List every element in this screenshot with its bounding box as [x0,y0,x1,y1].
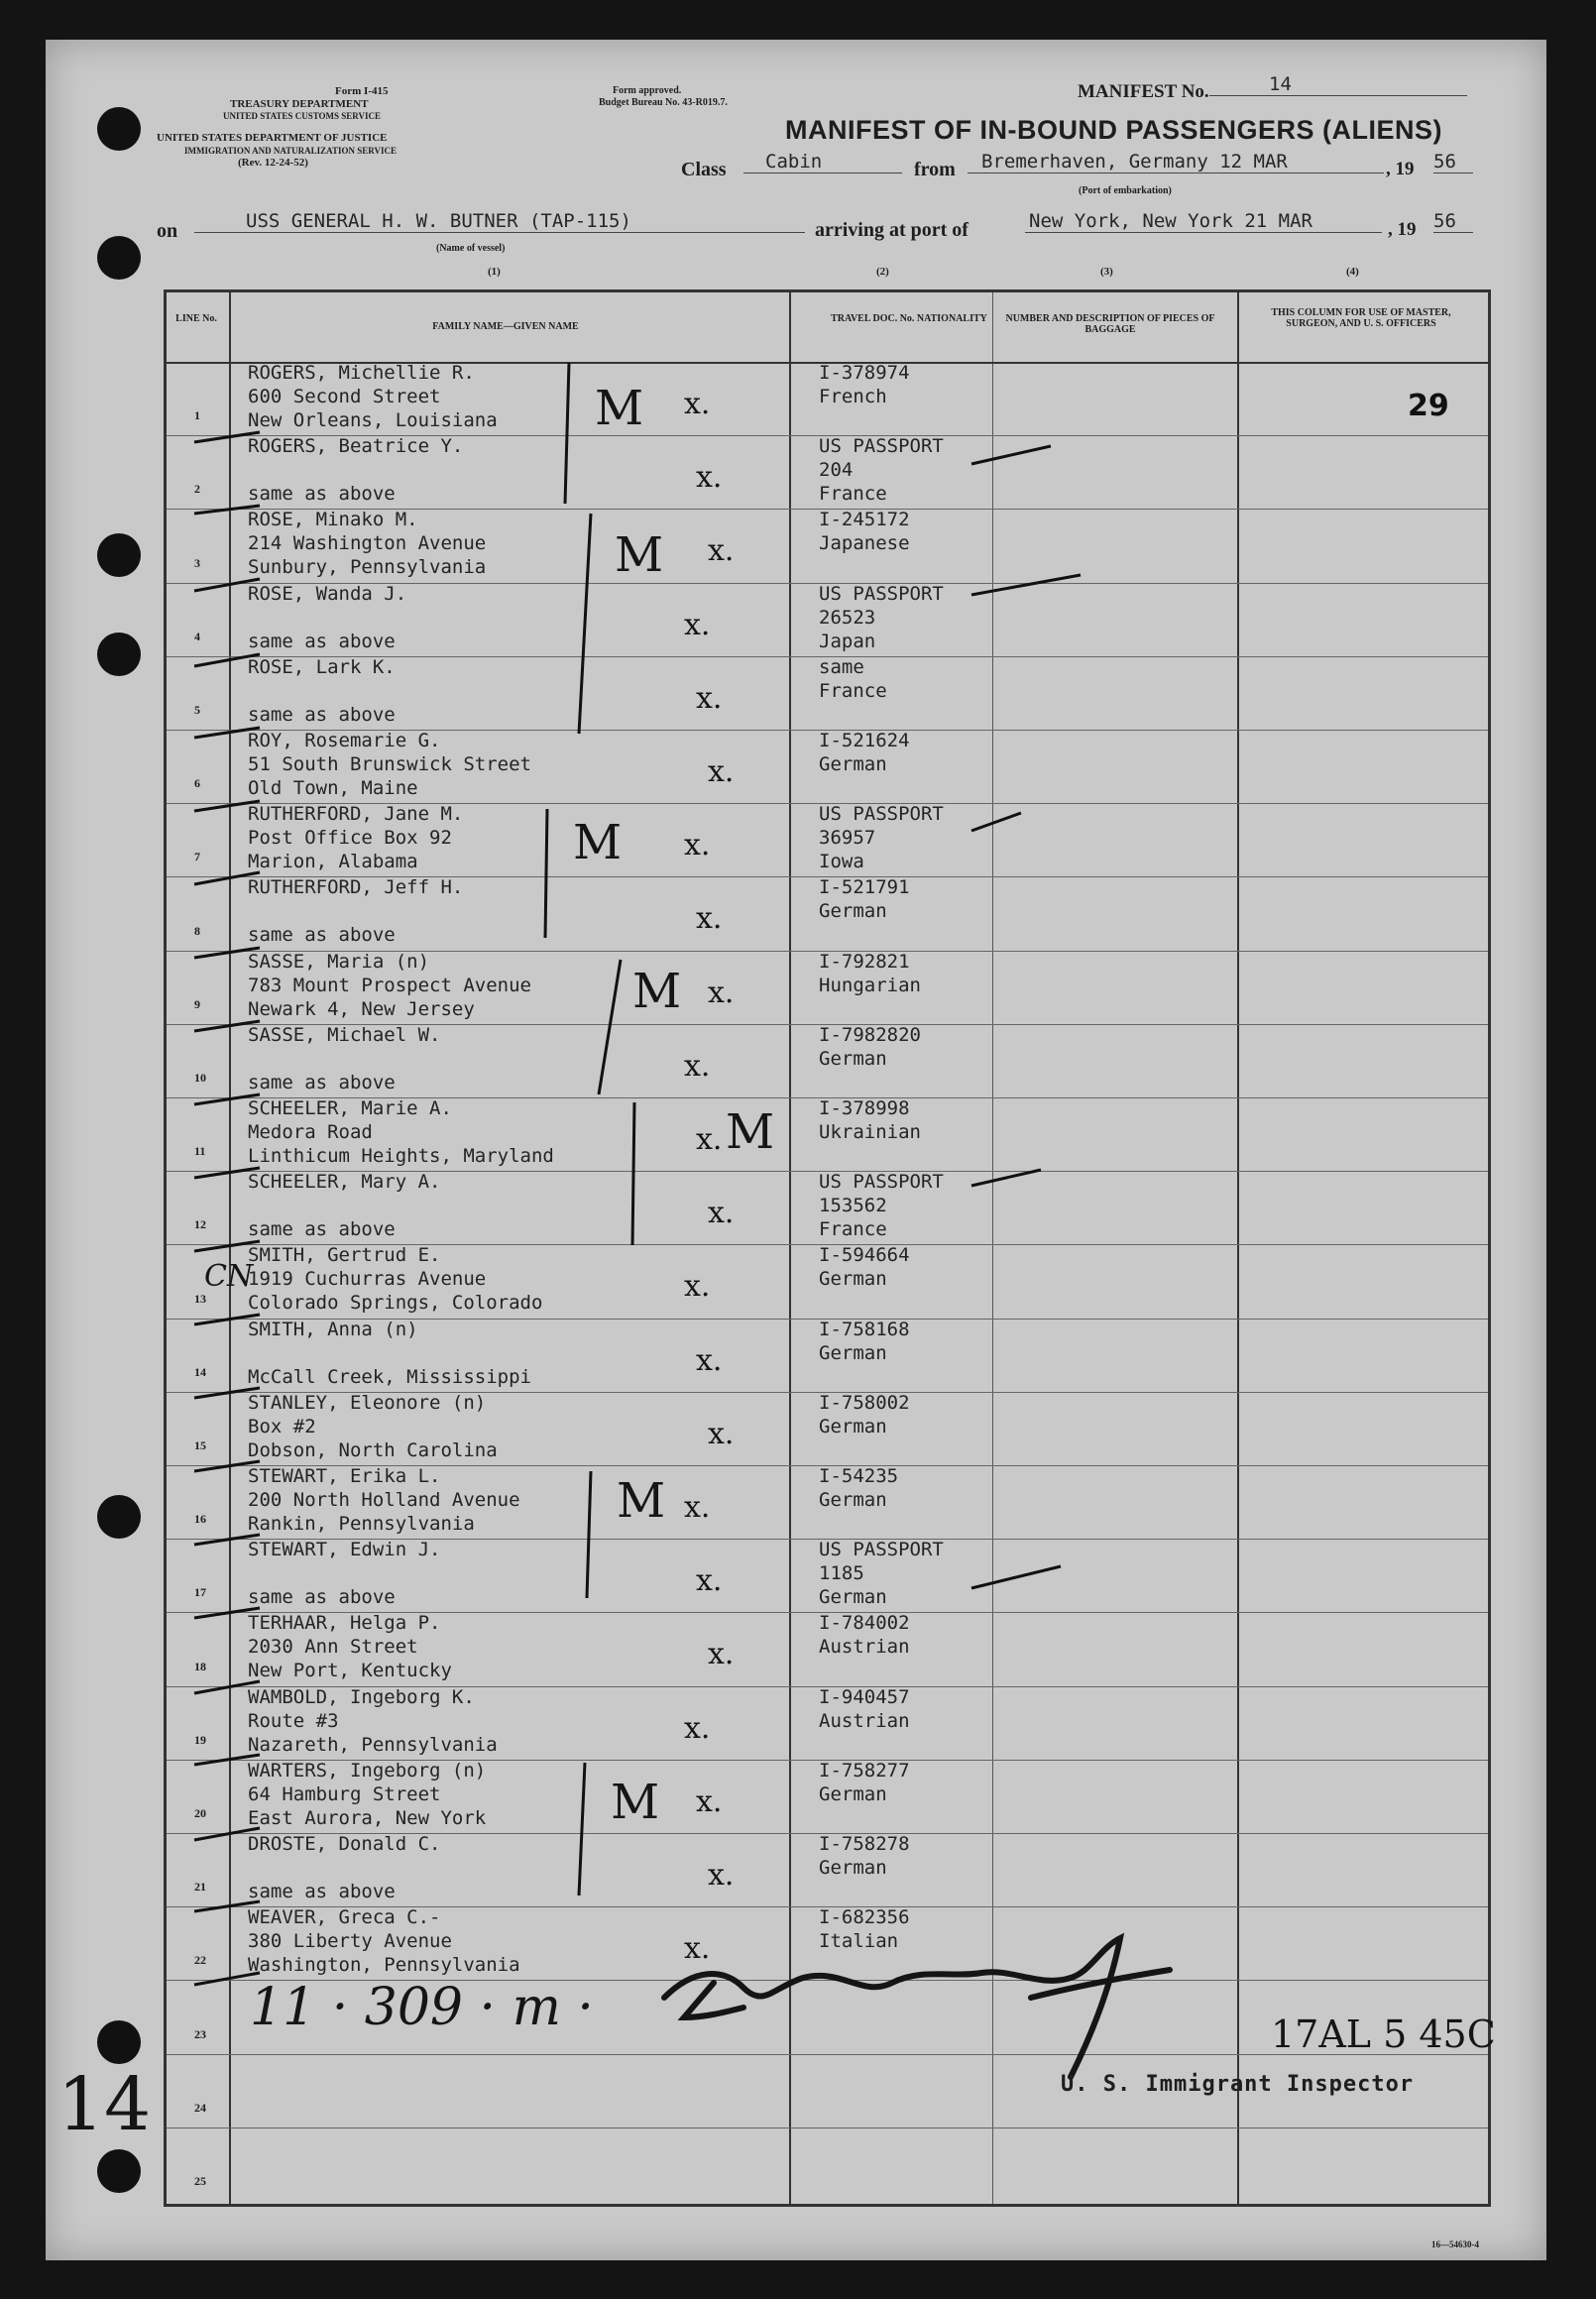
check-mark: x. [708,754,735,789]
nationality: German [819,900,887,923]
col-num-2: (2) [876,266,889,278]
punch-hole [97,236,141,280]
nationality: German [819,1489,887,1511]
check-mark: x. [696,460,723,496]
travel-doc-number: I-758277 [819,1759,910,1782]
passenger-name: SASSE, Maria (n) [248,950,430,973]
passenger-address: Washington, Pennsylvania [248,1954,520,1977]
passenger-address: McCall Creek, Mississippi [248,1365,531,1388]
nationality: France [819,1218,887,1241]
year-embark: 56 [1433,151,1473,173]
on-label: on [157,220,178,242]
arriving-label: arriving at port of [815,219,969,241]
passenger-address: 51 South Brunswick Street [248,753,531,775]
passenger-name: ROGERS, Michellie R. [248,362,475,384]
check-mark: x. [696,1122,723,1157]
passenger-address: Post Office Box 92 [248,827,452,850]
travel-doc-number: I-245172 [819,509,910,531]
col-num-4: (4) [1346,266,1359,278]
check-mark: x. [684,387,711,421]
passenger-address: 2030 Ann Street [248,1636,418,1659]
check-mark: x. [684,607,711,642]
line-number: 21 [194,1880,206,1895]
line-number: 18 [194,1659,206,1673]
line-number: 10 [194,1071,206,1085]
passenger-address: Route #3 [248,1709,339,1732]
check-mark: x. [708,1196,735,1231]
travel-doc-number: US PASSPORT [819,582,944,605]
check-mark: x. [708,975,735,1010]
check-mark: x. [696,901,723,937]
line-number: 9 [194,996,200,1011]
travel-doc-number: US PASSPORT [819,435,944,458]
form-number: Form I-415 [335,85,389,97]
passenger-address: same as above [248,483,396,506]
line-number: 6 [194,776,200,791]
travel-doc-number: I-7982820 [819,1023,921,1046]
passenger-address: Marion, Alabama [248,851,418,873]
nationality: France [819,483,887,506]
line-number: 12 [194,1217,206,1232]
passenger-address: Sunbury, Pennsylvania [248,556,487,579]
header-name: FAMILY NAME—GIVEN NAME [432,321,579,332]
line-number: 1 [194,408,200,423]
check-mark: x. [684,828,711,863]
nationality: Austrian [819,1636,910,1659]
m-mark: M [573,815,623,870]
vessel-name: USS GENERAL H. W. BUTNER (TAP-115) [194,210,805,233]
line-number: 11 [194,1144,206,1159]
header-travel-doc: TRAVEL DOC. No. NATIONALITY [831,313,987,324]
nationality: 36957 [819,827,876,850]
nationality: 26523 [819,606,876,629]
travel-doc-number: I-784002 [819,1612,910,1635]
form-approved: Form approved. [613,85,682,96]
punch-hole [97,1495,141,1539]
passenger-address: 200 North Holland Avenue [248,1489,520,1511]
passenger-name: ROGERS, Beatrice Y. [248,435,464,458]
nationality: German [819,1586,887,1609]
check-mark: x. [708,1637,735,1672]
nationality: French [819,386,887,407]
year-prefix-arrival: , 19 [1388,219,1417,240]
passenger-address: Old Town, Maine [248,777,418,799]
line-number: 17 [194,1585,206,1600]
customs-service: UNITED STATES CUSTOMS SERVICE [223,111,381,121]
passenger-address: Rankin, Pennsylvania [248,1513,475,1535]
budget-bureau: Budget Bureau No. 43-R019.7. [599,97,728,108]
year-arrival: 56 [1433,210,1473,233]
travel-doc-number: US PASSPORT [819,1171,944,1194]
nationality: Italian [819,1930,899,1953]
port-embark-label: (Port of embarkation) [1079,185,1172,196]
passenger-address: 64 Hamburg Street [248,1782,441,1805]
passenger-address: New Orleans, Louisiana [248,409,498,431]
m-mark: M [617,1473,666,1529]
line-number: 25 [194,2174,206,2188]
travel-doc-number: I-682356 [819,1906,910,1929]
travel-doc-number: US PASSPORT [819,803,944,826]
passenger-address: same as above [248,1881,396,1902]
m-mark: M [632,964,682,1019]
line-number: 23 [194,2026,206,2041]
manifest-label: MANIFEST No. [1078,81,1209,102]
col-num-1: (1) [488,266,501,278]
passenger-name: ROSE, Wanda J. [248,582,407,605]
nationality: Austrian [819,1709,910,1732]
embarkation-port: Bremerhaven, Germany 12 MAR [968,151,1384,173]
nationality: German [819,1415,887,1437]
passenger-name: WEAVER, Greca C.- [248,1906,441,1929]
passenger-address: Dobson, North Carolina [248,1438,498,1461]
passenger-name: DROSTE, Donald C. [248,1833,441,1855]
line-number: 24 [194,2100,206,2115]
travel-doc-number: I-758168 [819,1318,910,1340]
punch-hole [97,2020,141,2064]
passenger-address: 380 Liberty Avenue [248,1930,452,1953]
travel-doc-number: I-792821 [819,950,910,973]
line-number: 20 [194,1806,206,1820]
m-mark: M [595,381,644,436]
passenger-name: STANLEY, Eleonore (n) [248,1391,487,1414]
travel-doc-number: I-594664 [819,1244,910,1267]
passenger-name: ROY, Rosemarie G. [248,730,441,751]
check-mark: x. [696,1342,723,1378]
travel-doc-number: I-521624 [819,730,910,751]
punch-hole [97,107,141,151]
header-baggage: NUMBER AND DESCRIPTION OF PIECES OF BAGGAGE [1005,313,1215,335]
line-number: 16 [194,1512,206,1527]
line-number: 13 [194,1291,206,1306]
line-number: 22 [194,1953,206,1968]
handwritten-totals: 17AL 5 45C [1271,2012,1496,2056]
check-mark: x. [684,1490,711,1525]
travel-doc-number: I-378974 [819,362,910,384]
passenger-address: Nazareth, Pennsylvania [248,1733,498,1756]
passenger-address: 214 Washington Avenue [248,532,487,555]
punch-hole [97,533,141,577]
passenger-address: same as above [248,703,396,726]
nationality: Japanese [819,532,910,555]
passenger-address: 600 Second Street [248,386,441,407]
line-number: 19 [194,1732,206,1747]
passenger-name: RUTHERFORD, Jeff H. [248,876,464,899]
m-mark: M [615,527,664,583]
from-label: from [914,159,956,180]
passenger-address: same as above [248,1218,396,1241]
footer-code: 16—54630-4 [1431,2240,1479,2249]
passenger-name: SCHEELER, Marie A. [248,1097,452,1119]
nationality: German [819,1341,887,1364]
line-number: 14 [194,1364,206,1379]
line-number: 7 [194,850,200,864]
passenger-address: Medora Road [248,1121,373,1143]
passenger-address: Colorado Springs, Colorado [248,1292,543,1315]
passenger-address: Linthicum Heights, Maryland [248,1145,554,1167]
handwritten-summary: 11 · 309 · m · [250,1978,594,2037]
col-num-3: (3) [1100,266,1113,278]
nationality: 153562 [819,1195,887,1217]
passenger-name: ROSE, Lark K. [248,655,396,678]
inspector-label: U. S. Immigrant Inspector [1061,2072,1415,2097]
manifest-number: 14 [1209,73,1467,96]
nationality: Japan [819,630,876,652]
travel-doc-number: I-758002 [819,1391,910,1414]
travel-doc-number: I-521791 [819,876,910,899]
nationality: Hungarian [819,974,921,996]
passenger-name: STEWART, Edwin J. [248,1539,441,1561]
line-number: 5 [194,703,200,717]
passenger-address: East Aurora, New York [248,1806,487,1829]
vessel-label: (Name of vessel) [436,243,506,254]
travel-doc-number: I-54235 [819,1465,899,1487]
page-count-mark: 29 [1408,389,1449,423]
line-number: 2 [194,482,200,497]
nationality: Iowa [819,851,864,873]
check-mark: x. [708,1858,735,1893]
nationality: German [819,753,887,775]
m-mark: M [726,1104,775,1160]
header-officers: THIS COLUMN FOR USE OF MASTER, SURGEON, AND U. S. OFFICERS [1271,307,1451,329]
year-prefix: , 19 [1386,159,1415,179]
class-label: Class [681,159,727,180]
margin-number: 14 [57,2062,152,2147]
passenger-address: 1919 Cuchurras Avenue [248,1268,487,1291]
check-mark: x. [684,1931,711,1967]
check-mark: x. [684,1269,711,1305]
passenger-name: SCHEELER, Mary A. [248,1171,441,1194]
passenger-name: WARTERS, Ingeborg (n) [248,1759,487,1782]
passenger-address: 783 Mount Prospect Avenue [248,974,531,996]
nationality: 204 [819,459,854,482]
passenger-address: Box #2 [248,1415,316,1437]
travel-doc-number: US PASSPORT [819,1539,944,1561]
check-mark: x. [696,1783,723,1819]
passenger-name: STEWART, Erika L. [248,1465,441,1487]
nationality: 1185 [819,1562,864,1585]
passenger-name: SASSE, Michael W. [248,1023,441,1046]
check-mark: x. [708,1416,735,1451]
page-title: MANIFEST OF IN-BOUND PASSENGERS (ALIENS) [785,115,1443,145]
passenger-name: ROSE, Minako M. [248,509,418,531]
line-number: 4 [194,629,200,643]
revision-date: (Rev. 12-24-52) [238,157,308,169]
nationality: German [819,1047,887,1070]
check-mark: x. [708,533,735,569]
passenger-name: SMITH, Anna (n) [248,1318,418,1340]
check-mark: x. [696,1563,723,1599]
check-mark: x. [684,1048,711,1084]
nationality: German [819,1857,887,1879]
treasury-department: TREASURY DEPARTMENT [230,98,369,110]
passenger-address: Newark 4, New Jersey [248,997,475,1020]
arrival-port: New York, New York 21 MAR [1025,210,1382,233]
travel-doc-number: I-758278 [819,1833,910,1855]
line-number: 3 [194,555,200,570]
passenger-address: same as above [248,924,396,947]
punch-hole [97,632,141,676]
passenger-name: RUTHERFORD, Jane M. [248,803,464,826]
header-line-no: LINE No. [175,313,217,324]
class-value: Cabin [743,151,902,173]
travel-doc-number: I-940457 [819,1685,910,1708]
m-mark: M [611,1775,660,1830]
passenger-name: WAMBOLD, Ingeborg K. [248,1685,475,1708]
cn-mark: CN [204,1259,254,1294]
line-number: 15 [194,1438,206,1452]
nationality: German [819,1782,887,1805]
passenger-name: TERHAAR, Helga P. [248,1612,441,1635]
punch-hole [97,2149,141,2193]
line-number: 8 [194,923,200,938]
ins-label: IMMIGRATION AND NATURALIZATION SERVICE [184,146,397,156]
justice-department: UNITED STATES DEPARTMENT OF JUSTICE [157,132,388,144]
passenger-address: same as above [248,630,396,652]
nationality: France [819,679,887,702]
travel-doc-number: same [819,655,864,678]
check-mark: x. [696,680,723,716]
passenger-name: SMITH, Gertrud E. [248,1244,441,1267]
nationality: Ukrainian [819,1121,921,1143]
travel-doc-number: I-378998 [819,1097,910,1119]
passenger-address: New Port, Kentucky [248,1660,452,1682]
check-mark: x. [684,1710,711,1746]
passenger-address: same as above [248,1071,396,1093]
passenger-address: same as above [248,1586,396,1609]
nationality: German [819,1268,887,1291]
